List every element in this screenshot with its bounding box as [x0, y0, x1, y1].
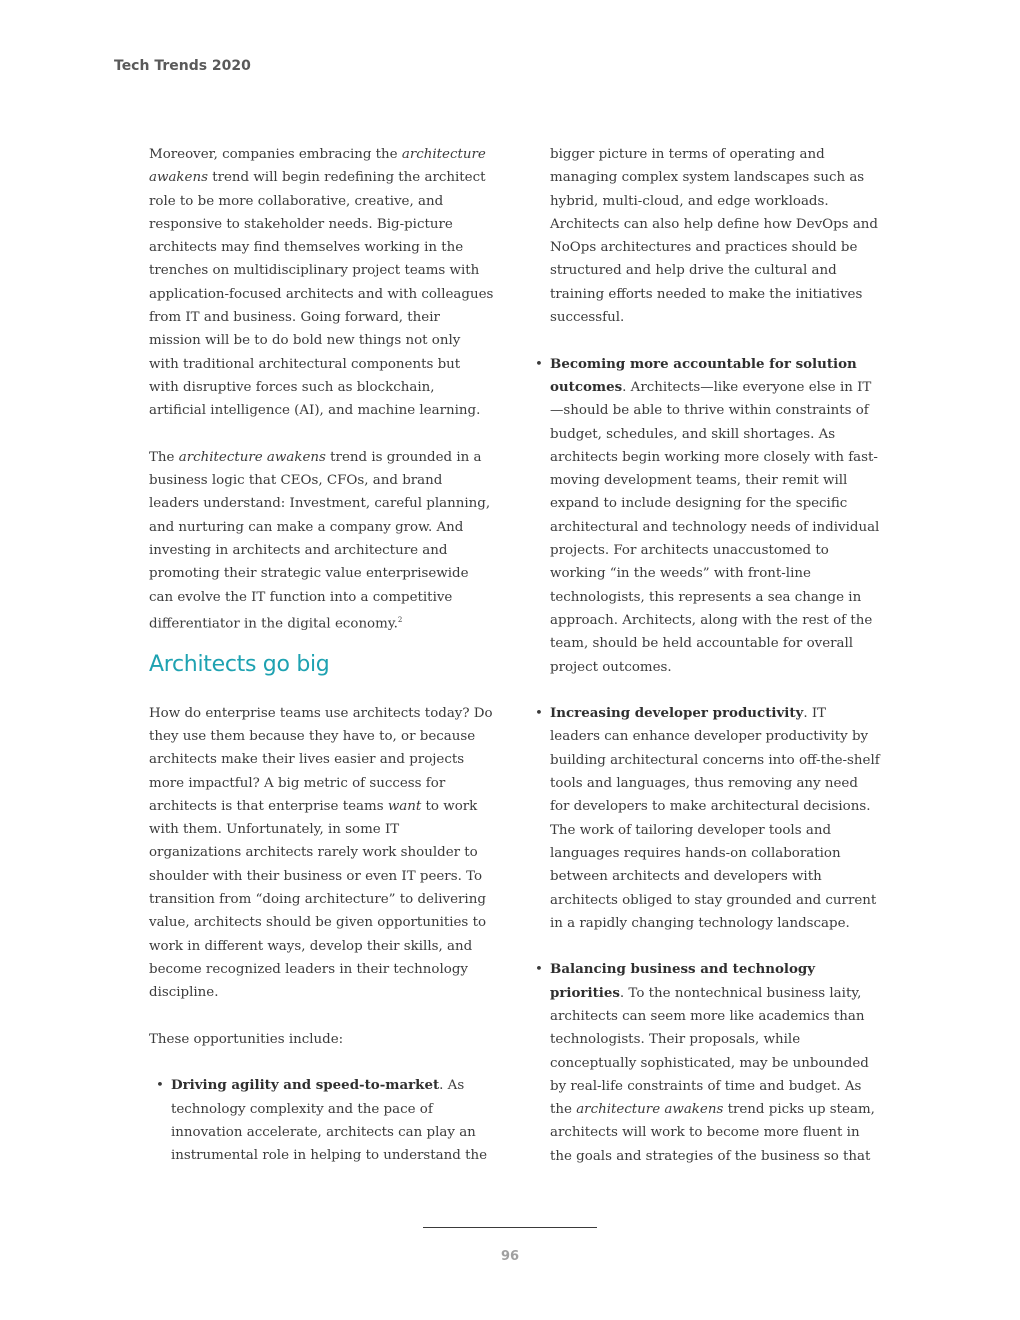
list-item: • Increasing developer productivity. IT leaders can enhance developer productivity by building architectural concerns into off-the-shelf tools and languages, thus removing any need for developers to make architectural decisions. The work of tailoring developer tools and languages requires hands-on collaboration between architects and developers with architects obliged to stay grounded and current in a rapidly changing technology landscape. — [550, 702, 880, 935]
bullet-list — [550, 353, 880, 1168]
paragraph: These opportunities include: — [149, 1031, 344, 1047]
page-number: 96 — [500, 1249, 520, 1264]
list-item: • Becoming more accountable for solution outcomes. Architects—like everyone else in IT—should be able to thrive within constraints of budget, schedules, and skill shortages. As architects begin working more closely with fast-moving development teams, their remit will expand to include designing for the specific architectural and technology needs of individual projects. For architects unaccustomed to working “in the weeds” with front-line technologists, this represents a sea change in approach. Architects, along with the rest of the team, should be held accountable for overall project outcomes. — [550, 353, 880, 679]
left-column — [149, 143, 494, 1168]
right-column — [550, 143, 880, 1168]
paragraph: How do enterprise teams use architects today? Do they use them because they have to, or because architects make their lives easier and projects more impactful? A big metric of success for architects is that enterprise teams want to work with them. Unfortunately, in some IT organizations architects rarely work shoulder to shoulder with their business or even IT peers. To transition from “doing architecture” to delivering value, architects should be given opportunities to work in different ways, develop their skills, and become recognized leaders in their technology discipline. — [149, 705, 493, 1001]
running-header: Tech Trends 2020 — [114, 58, 251, 74]
footer-divider — [423, 1227, 597, 1228]
paragraph: The architecture awakens trend is grounded in a business logic that CEOs, CFOs, and brand leaders understand: Investment, careful planning, and nurturing can make a company grow. And investing in architects and architecture and promoting their strategic value enterprisewide can evolve the IT function into a competitive differentiator in the digital economy.$^2$ — [149, 449, 491, 632]
footnote-ref[interactable]: 2 — [397, 615, 403, 624]
list-item: • Driving agility and speed-to-market. As technology complexity and the pace of innovation accelerate, architects can play an instrumental role in helping to understand the — [149, 1074, 494, 1167]
bullet-list — [149, 1074, 494, 1167]
paragraph: bigger picture in terms of operating and managing complex system landscapes such as hybrid, multi-cloud, and edge workloads. Architects can also help define how DevOps and NoOps architectures and practices should be structured and help drive the cultural and training efforts needed to make the initiatives successful. — [550, 147, 878, 326]
list-item: • Balancing business and technology priorities. To the nontechnical business laity, architects can seem more like academics than technologists. Their proposals, while conceptually sophisticated, may be unbounded by real-life constraints of time and budget. As the architecture awakens trend picks up steam, architects will work to become more fluent in the goals and strategies of the business so that — [550, 958, 880, 1168]
paragraph: Moreover, companies embracing the architecture awakens trend will begin redefining the architect role to be more collaborative, creative, and responsive to stakeholder needs. Big-picture architects may find themselves working in the trenches on multidisciplinary project teams with application-focused architects and with colleagues from IT and business. Going forward, their mission will be to do bold new things not only with traditional architectural components but with disruptive forces such as blockchain, artificial intelligence (AI), and machine learning. — [149, 147, 494, 419]
section-heading: Architects go big — [149, 651, 330, 677]
